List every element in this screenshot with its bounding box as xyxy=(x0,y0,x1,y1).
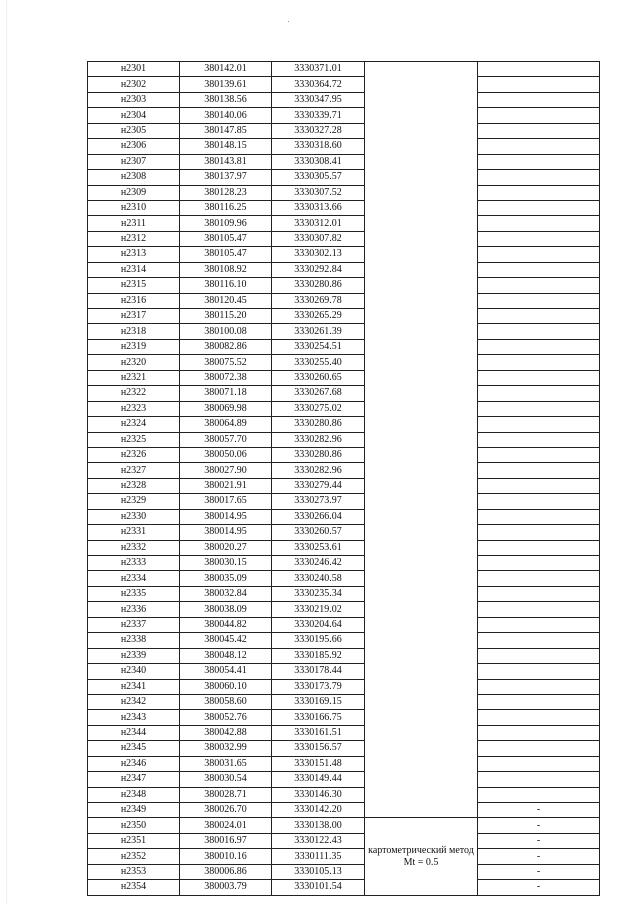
x-coordinate-cell: 380143.81 xyxy=(180,154,272,169)
note-cell xyxy=(478,370,600,385)
y-coordinate-cell: 3330279.44 xyxy=(272,478,365,493)
point-id-cell: н2317 xyxy=(88,309,180,324)
point-id-cell: н2321 xyxy=(88,370,180,385)
table-row xyxy=(88,756,600,771)
note-cell xyxy=(478,478,600,493)
note-cell xyxy=(478,309,600,324)
x-coordinate-cell: 380050.06 xyxy=(180,447,272,462)
note-cell xyxy=(478,664,600,679)
table-row xyxy=(88,710,600,725)
table-row xyxy=(88,849,600,864)
note-cell: - xyxy=(478,880,600,895)
y-coordinate-cell: 3330267.68 xyxy=(272,386,365,401)
point-id-cell: н2339 xyxy=(88,648,180,663)
note-cell xyxy=(478,417,600,432)
x-coordinate-cell: 380042.88 xyxy=(180,725,272,740)
point-id-cell: н2350 xyxy=(88,818,180,833)
note-cell xyxy=(478,92,600,107)
y-coordinate-cell: 3330318.60 xyxy=(272,139,365,154)
y-coordinate-cell: 3330261.39 xyxy=(272,324,365,339)
table-row xyxy=(88,478,600,493)
x-coordinate-cell: 380075.52 xyxy=(180,355,272,370)
x-coordinate-cell: 380109.96 xyxy=(180,216,272,231)
note-cell xyxy=(478,586,600,601)
note-cell xyxy=(478,324,600,339)
point-id-cell: н2313 xyxy=(88,247,180,262)
table-row xyxy=(88,92,600,107)
y-coordinate-cell: 3330156.57 xyxy=(272,741,365,756)
y-coordinate-cell: 3330312.01 xyxy=(272,216,365,231)
x-coordinate-cell: 380082.86 xyxy=(180,339,272,354)
note-cell xyxy=(478,432,600,447)
table-row xyxy=(88,339,600,354)
x-coordinate-cell: 380026.70 xyxy=(180,803,272,818)
point-id-cell: н2342 xyxy=(88,694,180,709)
table-row xyxy=(88,386,600,401)
table-row xyxy=(88,725,600,740)
table-row xyxy=(88,787,600,802)
point-id-cell: н2316 xyxy=(88,293,180,308)
point-id-cell: н2343 xyxy=(88,710,180,725)
y-coordinate-cell: 3330240.58 xyxy=(272,571,365,586)
x-coordinate-cell: 380058.60 xyxy=(180,694,272,709)
point-id-cell: н2331 xyxy=(88,525,180,540)
table-row xyxy=(88,293,600,308)
y-coordinate-cell: 3330146.30 xyxy=(272,787,365,802)
x-coordinate-cell: 380140.06 xyxy=(180,108,272,123)
x-coordinate-cell: 380128.23 xyxy=(180,185,272,200)
table-row xyxy=(88,694,600,709)
y-coordinate-cell: 3330169.15 xyxy=(272,694,365,709)
point-id-cell: н2309 xyxy=(88,185,180,200)
point-id-cell: н2351 xyxy=(88,833,180,848)
x-coordinate-cell: 380027.90 xyxy=(180,463,272,478)
y-coordinate-cell: 3330122.43 xyxy=(272,833,365,848)
note-cell xyxy=(478,571,600,586)
x-coordinate-cell: 380031.65 xyxy=(180,756,272,771)
x-coordinate-cell: 380054.41 xyxy=(180,664,272,679)
point-id-cell: н2319 xyxy=(88,339,180,354)
note-cell xyxy=(478,200,600,215)
table-row xyxy=(88,818,600,833)
x-coordinate-cell: 380032.99 xyxy=(180,741,272,756)
y-coordinate-cell: 3330185.92 xyxy=(272,648,365,663)
point-id-cell: н2315 xyxy=(88,278,180,293)
table-row xyxy=(88,463,600,478)
table-row xyxy=(88,540,600,555)
note-cell: - xyxy=(478,849,600,864)
x-coordinate-cell: 380044.82 xyxy=(180,617,272,632)
x-coordinate-cell: 380045.42 xyxy=(180,633,272,648)
note-cell xyxy=(478,694,600,709)
table-row xyxy=(88,741,600,756)
point-id-cell: н2323 xyxy=(88,401,180,416)
point-id-cell: н2314 xyxy=(88,262,180,277)
y-coordinate-cell: 3330273.97 xyxy=(272,494,365,509)
x-coordinate-cell: 380006.86 xyxy=(180,864,272,879)
x-coordinate-cell: 380032.84 xyxy=(180,586,272,601)
point-id-cell: н2326 xyxy=(88,447,180,462)
table-row xyxy=(88,864,600,879)
point-id-cell: н2344 xyxy=(88,725,180,740)
note-cell xyxy=(478,556,600,571)
table-row xyxy=(88,123,600,138)
point-id-cell: н2306 xyxy=(88,139,180,154)
point-id-cell: н2303 xyxy=(88,92,180,107)
note-cell xyxy=(478,602,600,617)
x-coordinate-cell: 380014.95 xyxy=(180,525,272,540)
table-row xyxy=(88,401,600,416)
note-cell xyxy=(478,540,600,555)
table-row xyxy=(88,509,600,524)
y-coordinate-cell: 3330280.86 xyxy=(272,417,365,432)
x-coordinate-cell: 380071.18 xyxy=(180,386,272,401)
note-cell xyxy=(478,139,600,154)
y-coordinate-cell: 3330105.13 xyxy=(272,864,365,879)
point-id-cell: н2322 xyxy=(88,386,180,401)
point-id-cell: н2330 xyxy=(88,509,180,524)
note-cell xyxy=(478,756,600,771)
table-row xyxy=(88,633,600,648)
note-cell xyxy=(478,787,600,802)
point-id-cell: н2332 xyxy=(88,540,180,555)
point-id-cell: н2329 xyxy=(88,494,180,509)
x-coordinate-cell: 380014.95 xyxy=(180,509,272,524)
table-row xyxy=(88,309,600,324)
note-cell xyxy=(478,216,600,231)
method-cell: картометрический метод Mt = 0.5 xyxy=(365,818,478,895)
table-row xyxy=(88,231,600,246)
note-cell xyxy=(478,633,600,648)
point-id-cell: н2304 xyxy=(88,108,180,123)
y-coordinate-cell: 3330138.00 xyxy=(272,818,365,833)
table-row xyxy=(88,139,600,154)
point-id-cell: н2310 xyxy=(88,200,180,215)
table-row xyxy=(88,617,600,632)
note-cell xyxy=(478,154,600,169)
y-coordinate-cell: 3330347.95 xyxy=(272,92,365,107)
point-id-cell: н2318 xyxy=(88,324,180,339)
x-coordinate-cell: 380142.01 xyxy=(180,62,272,77)
x-coordinate-cell: 380139.61 xyxy=(180,77,272,92)
y-coordinate-cell: 3330173.79 xyxy=(272,679,365,694)
table-row xyxy=(88,571,600,586)
table-row xyxy=(88,262,600,277)
table-row xyxy=(88,355,600,370)
table-row xyxy=(88,494,600,509)
table-row xyxy=(88,880,600,895)
y-coordinate-cell: 3330178.44 xyxy=(272,664,365,679)
y-coordinate-cell: 3330371.01 xyxy=(272,62,365,77)
y-coordinate-cell: 3330307.52 xyxy=(272,185,365,200)
y-coordinate-cell: 3330166.75 xyxy=(272,710,365,725)
x-coordinate-cell: 380108.92 xyxy=(180,262,272,277)
x-coordinate-cell: 380148.15 xyxy=(180,139,272,154)
point-id-cell: н2346 xyxy=(88,756,180,771)
table-row xyxy=(88,602,600,617)
point-id-cell: н2320 xyxy=(88,355,180,370)
point-id-cell: н2311 xyxy=(88,216,180,231)
y-coordinate-cell: 3330339.71 xyxy=(272,108,365,123)
note-cell xyxy=(478,339,600,354)
table-row xyxy=(88,370,600,385)
x-coordinate-cell: 380137.97 xyxy=(180,170,272,185)
x-coordinate-cell: 380010.16 xyxy=(180,849,272,864)
y-coordinate-cell: 3330275.02 xyxy=(272,401,365,416)
y-coordinate-cell: 3330313.66 xyxy=(272,200,365,215)
x-coordinate-cell: 380048.12 xyxy=(180,648,272,663)
point-id-cell: н2308 xyxy=(88,170,180,185)
coordinates-table-body xyxy=(88,62,600,896)
table-row xyxy=(88,648,600,663)
y-coordinate-cell: 3330254.51 xyxy=(272,339,365,354)
y-coordinate-cell: 3330161.51 xyxy=(272,725,365,740)
scan-speck xyxy=(288,21,289,22)
note-cell xyxy=(478,509,600,524)
table-row xyxy=(88,556,600,571)
y-coordinate-cell: 3330302.13 xyxy=(272,247,365,262)
x-coordinate-cell: 380116.25 xyxy=(180,200,272,215)
y-coordinate-cell: 3330219.02 xyxy=(272,602,365,617)
x-coordinate-cell: 380017.65 xyxy=(180,494,272,509)
note-cell: - xyxy=(478,818,600,833)
page-edge-shadow xyxy=(6,0,7,905)
note-cell xyxy=(478,772,600,787)
y-coordinate-cell: 3330364.72 xyxy=(272,77,365,92)
note-cell xyxy=(478,617,600,632)
y-coordinate-cell: 3330307.82 xyxy=(272,231,365,246)
note-cell: - xyxy=(478,864,600,879)
x-coordinate-cell: 380030.54 xyxy=(180,772,272,787)
point-id-cell: н2338 xyxy=(88,633,180,648)
note-cell xyxy=(478,386,600,401)
x-coordinate-cell: 380116.10 xyxy=(180,278,272,293)
point-id-cell: н2353 xyxy=(88,864,180,879)
table-row xyxy=(88,247,600,262)
y-coordinate-cell: 3330308.41 xyxy=(272,154,365,169)
y-coordinate-cell: 3330292.84 xyxy=(272,262,365,277)
table-row xyxy=(88,216,600,231)
table-row xyxy=(88,200,600,215)
point-id-cell: н2327 xyxy=(88,463,180,478)
method-cell-empty xyxy=(365,62,478,818)
x-coordinate-cell: 380100.08 xyxy=(180,324,272,339)
point-id-cell: н2301 xyxy=(88,62,180,77)
table-row xyxy=(88,679,600,694)
table-row xyxy=(88,417,600,432)
x-coordinate-cell: 380147.85 xyxy=(180,123,272,138)
note-cell xyxy=(478,170,600,185)
table-row xyxy=(88,62,600,77)
point-id-cell: н2302 xyxy=(88,77,180,92)
y-coordinate-cell: 3330195.66 xyxy=(272,633,365,648)
x-coordinate-cell: 380003.79 xyxy=(180,880,272,895)
y-coordinate-cell: 3330255.40 xyxy=(272,355,365,370)
table-row xyxy=(88,154,600,169)
note-cell xyxy=(478,293,600,308)
table-row xyxy=(88,803,600,818)
table-row xyxy=(88,185,600,200)
note-cell xyxy=(478,278,600,293)
note-cell xyxy=(478,679,600,694)
y-coordinate-cell: 3330111.35 xyxy=(272,849,365,864)
point-id-cell: н2336 xyxy=(88,602,180,617)
note-cell xyxy=(478,401,600,416)
note-cell xyxy=(478,725,600,740)
point-id-cell: н2333 xyxy=(88,556,180,571)
y-coordinate-cell: 3330265.29 xyxy=(272,309,365,324)
note-cell xyxy=(478,123,600,138)
y-coordinate-cell: 3330204.64 xyxy=(272,617,365,632)
table-row xyxy=(88,586,600,601)
point-id-cell: н2354 xyxy=(88,880,180,895)
y-coordinate-cell: 3330260.57 xyxy=(272,525,365,540)
x-coordinate-cell: 380030.15 xyxy=(180,556,272,571)
x-coordinate-cell: 380052.76 xyxy=(180,710,272,725)
table-row xyxy=(88,772,600,787)
note-cell xyxy=(478,494,600,509)
table-row xyxy=(88,447,600,462)
y-coordinate-cell: 3330269.78 xyxy=(272,293,365,308)
y-coordinate-cell: 3330235.34 xyxy=(272,586,365,601)
x-coordinate-cell: 380038.09 xyxy=(180,602,272,617)
note-cell xyxy=(478,525,600,540)
x-coordinate-cell: 380021.91 xyxy=(180,478,272,493)
note-cell xyxy=(478,77,600,92)
y-coordinate-cell: 3330280.86 xyxy=(272,278,365,293)
y-coordinate-cell: 3330280.86 xyxy=(272,447,365,462)
y-coordinate-cell: 3330142.20 xyxy=(272,803,365,818)
y-coordinate-cell: 3330266.04 xyxy=(272,509,365,524)
point-id-cell: н2305 xyxy=(88,123,180,138)
note-cell xyxy=(478,447,600,462)
point-id-cell: н2334 xyxy=(88,571,180,586)
point-id-cell: н2324 xyxy=(88,417,180,432)
note-cell xyxy=(478,710,600,725)
point-id-cell: н2347 xyxy=(88,772,180,787)
y-coordinate-cell: 3330260.65 xyxy=(272,370,365,385)
table-row xyxy=(88,108,600,123)
y-coordinate-cell: 3330149.44 xyxy=(272,772,365,787)
table-row xyxy=(88,525,600,540)
point-id-cell: н2325 xyxy=(88,432,180,447)
coordinates-table xyxy=(87,61,600,896)
y-coordinate-cell: 3330151.48 xyxy=(272,756,365,771)
point-id-cell: н2349 xyxy=(88,803,180,818)
point-id-cell: н2335 xyxy=(88,586,180,601)
y-coordinate-cell: 3330305.57 xyxy=(272,170,365,185)
x-coordinate-cell: 380024.01 xyxy=(180,818,272,833)
note-cell xyxy=(478,108,600,123)
note-cell xyxy=(478,741,600,756)
note-cell xyxy=(478,355,600,370)
note-cell xyxy=(478,231,600,246)
table-row xyxy=(88,432,600,447)
note-cell xyxy=(478,262,600,277)
table-row xyxy=(88,170,600,185)
note-cell xyxy=(478,62,600,77)
x-coordinate-cell: 380120.45 xyxy=(180,293,272,308)
y-coordinate-cell: 3330253.61 xyxy=(272,540,365,555)
x-coordinate-cell: 380035.09 xyxy=(180,571,272,586)
y-coordinate-cell: 3330246.42 xyxy=(272,556,365,571)
x-coordinate-cell: 380016.97 xyxy=(180,833,272,848)
note-cell: - xyxy=(478,803,600,818)
x-coordinate-cell: 380069.98 xyxy=(180,401,272,416)
x-coordinate-cell: 380105.47 xyxy=(180,231,272,246)
point-id-cell: н2312 xyxy=(88,231,180,246)
note-cell xyxy=(478,648,600,663)
y-coordinate-cell: 3330327.28 xyxy=(272,123,365,138)
point-id-cell: н2341 xyxy=(88,679,180,694)
table-row xyxy=(88,833,600,848)
y-coordinate-cell: 3330282.96 xyxy=(272,432,365,447)
table-row xyxy=(88,77,600,92)
y-coordinate-cell: 3330101.54 xyxy=(272,880,365,895)
point-id-cell: н2307 xyxy=(88,154,180,169)
x-coordinate-cell: 380072.38 xyxy=(180,370,272,385)
table-row xyxy=(88,278,600,293)
point-id-cell: н2345 xyxy=(88,741,180,756)
point-id-cell: н2328 xyxy=(88,478,180,493)
point-id-cell: н2352 xyxy=(88,849,180,864)
x-coordinate-cell: 380064.89 xyxy=(180,417,272,432)
x-coordinate-cell: 380020.27 xyxy=(180,540,272,555)
point-id-cell: н2337 xyxy=(88,617,180,632)
note-cell: - xyxy=(478,833,600,848)
note-cell xyxy=(478,463,600,478)
table-row xyxy=(88,664,600,679)
note-cell xyxy=(478,247,600,262)
x-coordinate-cell: 380028.71 xyxy=(180,787,272,802)
note-cell xyxy=(478,185,600,200)
x-coordinate-cell: 380060.10 xyxy=(180,679,272,694)
x-coordinate-cell: 380057.70 xyxy=(180,432,272,447)
x-coordinate-cell: 380105.47 xyxy=(180,247,272,262)
y-coordinate-cell: 3330282.96 xyxy=(272,463,365,478)
table-row xyxy=(88,324,600,339)
point-id-cell: н2340 xyxy=(88,664,180,679)
point-id-cell: н2348 xyxy=(88,787,180,802)
x-coordinate-cell: 380115.20 xyxy=(180,309,272,324)
x-coordinate-cell: 380138.56 xyxy=(180,92,272,107)
